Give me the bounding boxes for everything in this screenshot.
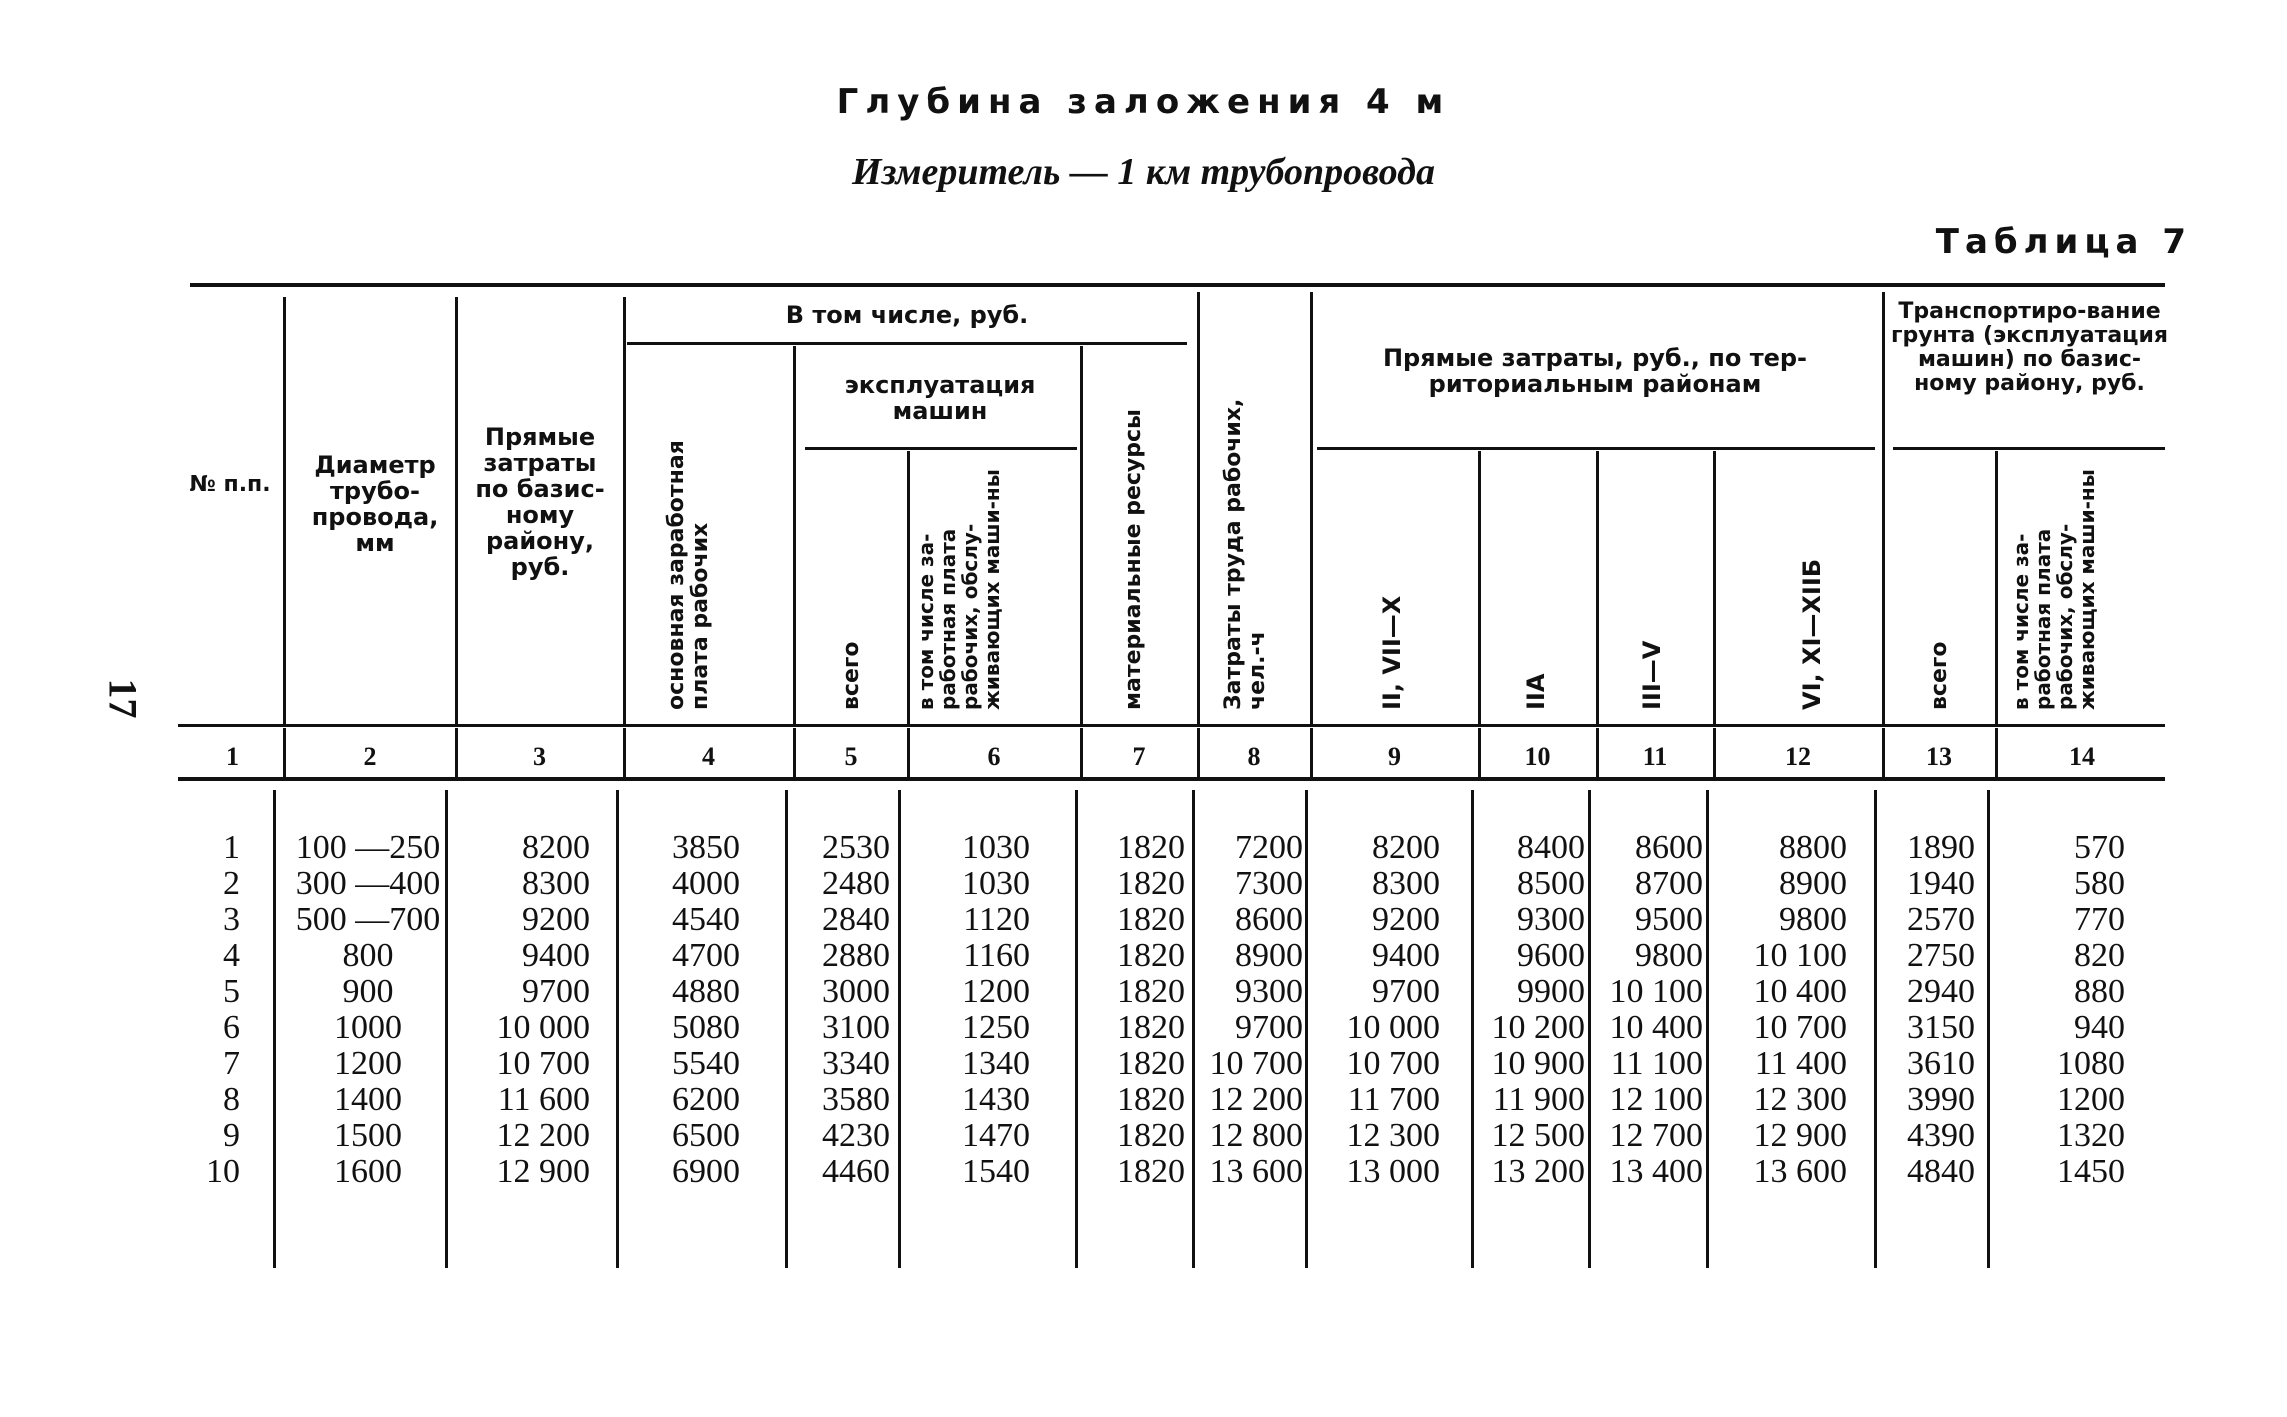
table-cell: 3610 [1907,1045,1975,1082]
body-div [1706,790,1709,1268]
data-column-base-cost [460,830,590,1190]
table-cell: 900 [342,973,394,1010]
table-cell: 2570 [1907,901,1975,938]
body-div [1471,790,1474,1268]
header-transport-wage: в том числе за-работная плата рабочих, обслу-живающих маши-ны [2009,469,2099,710]
hdr-div [1197,292,1200,727]
table-cell: 1820 [1117,1045,1185,1082]
table-cell: 3850 [672,829,740,866]
hdr-div [1995,451,1998,727]
table-cell: 11 900 [1492,1081,1585,1118]
column-number: 13 [1926,742,1952,771]
table-cell: 1820 [1117,901,1185,938]
table-cell: 5 [223,973,240,1010]
table-cell: 1820 [1117,865,1185,902]
table-cell: 4460 [822,1153,890,1190]
table-cell: 8600 [1635,829,1703,866]
table-cell: 1890 [1907,829,1975,866]
table-cell: 1540 [962,1153,1030,1190]
table-cell: 9900 [1517,973,1585,1010]
header-region-4: VI, XI—XIIБ [1798,558,1826,710]
table-cell: 6900 [672,1153,740,1190]
table-cell: 13 600 [1753,1153,1847,1190]
column-number: 7 [1132,742,1146,771]
data-column-region-3 [1593,830,1703,1190]
table-cell: 4 [223,937,240,974]
header-region-2: IIА [1522,673,1550,710]
table-cell: 1820 [1117,1153,1185,1190]
table-cell: 4540 [672,901,740,938]
column-number: 4 [702,742,715,771]
column-number: 6 [987,742,1001,771]
table-cell: 11 100 [1610,1045,1703,1082]
column-number: 12 [1785,742,1811,771]
header-base-cost: Прямые затраты по базис-ному району, руб. [475,423,605,581]
rule-under-incl [627,342,1187,345]
table-cell: 12 500 [1491,1117,1585,1154]
table-cell: 8200 [522,829,590,866]
table-cell: 4390 [1907,1117,1975,1154]
data-column-diameter [293,830,443,1190]
data-column-materials [1080,830,1185,1190]
column-number: 2 [363,742,377,771]
body-div [1874,790,1877,1268]
table-cell: 1820 [1117,1009,1185,1046]
table-cell: 1320 [2057,1117,2125,1154]
table-cell: 6 [223,1009,240,1046]
page-number: 17 [100,678,146,719]
table-cell: 7300 [1235,865,1303,902]
table-cell: 10 000 [496,1009,590,1046]
table-cell: 1820 [1117,937,1185,974]
table-cell: 3000 [822,973,890,1010]
table-cell: 12 900 [1753,1117,1847,1154]
hdr-div [283,297,286,727]
header-expl-wage: в том числе за-работная плата рабочих, обслу-живающих маши-ны [914,469,1004,710]
table-cell: 1340 [962,1045,1030,1082]
hdr-div [1080,346,1083,727]
table-cell: 9800 [1635,937,1703,974]
table-cell: 2940 [1907,973,1975,1010]
body-div [1075,790,1078,1268]
table-cell: 8900 [1779,865,1847,902]
table-cell: 10 100 [1753,937,1847,974]
table-cell: 8600 [1235,901,1303,938]
table-cell: 3100 [822,1009,890,1046]
header-group-transport: Транспортиро-вание грунта (эксплуатация машин) по базис-ному району, руб. [1890,299,2169,396]
table-cell: 12 200 [496,1117,590,1154]
table-cell: 10 400 [1753,973,1847,1010]
table-cell: 940 [2074,1009,2125,1046]
table-cell: 10 [206,1153,240,1190]
table-cell: 2840 [822,901,890,938]
table-cell: 4230 [822,1117,890,1154]
header-materials: материальные ресурсы [1121,409,1146,710]
table-cell: 580 [2074,865,2125,902]
table-cell: 1250 [962,1009,1030,1046]
table-cell: 5540 [672,1045,740,1082]
table-cell: 1200 [2057,1081,2125,1118]
body-div [1588,790,1591,1268]
header-group-expl: эксплуатация машин [844,371,1036,425]
hdr-div [1713,451,1716,727]
table-cell: 1 [223,829,240,866]
page-title: Глубина заложения 4 м [836,82,1451,122]
table-cell: 8700 [1635,865,1703,902]
table-cell: 1030 [962,829,1030,866]
table-cell: 8800 [1779,829,1847,866]
header-diameter: Диаметр трубо-провода, мм [311,451,439,557]
hdr-div [455,297,458,727]
table-cell: 11 700 [1347,1081,1440,1118]
table-cell: 10 900 [1491,1045,1585,1082]
table-cell: 100 —250 [295,829,441,866]
header-region-3: III—V [1638,640,1666,710]
table-cell: 9200 [522,901,590,938]
header-num: № п.п. [189,472,271,497]
rule-under-transport [1893,447,2165,450]
table-cell: 1000 [334,1009,402,1046]
body-div [1987,790,1990,1268]
table-cell: 1160 [963,937,1030,974]
table-cell: 570 [2074,829,2125,866]
table-top-rule [190,283,2165,287]
table-cell: 10 200 [1491,1009,1585,1046]
table-cell: 8900 [1235,937,1303,974]
table-cell: 4880 [672,973,740,1010]
table-cell: 10 700 [1753,1009,1847,1046]
data-column-labor [1195,830,1303,1190]
table-cell: 300 —400 [295,865,441,902]
column-number: 10 [1524,742,1551,771]
header-group-incl: В том числе, руб. [785,301,1029,329]
column-number: 1 [226,742,239,771]
data-column-transport-wage [2000,830,2125,1190]
table-cell: 1600 [334,1153,402,1190]
hdr-div [793,346,796,727]
table-cell: 1820 [1117,1117,1185,1154]
rule-under-regions [1317,447,1875,450]
body-div [1305,790,1308,1268]
table-cell: 1200 [962,973,1030,1010]
table-cell: 10 700 [1209,1045,1303,1082]
header-group-regions: Прямые затраты, руб., по тер-риториальным районам [1382,344,1808,398]
table-cell: 4000 [672,865,740,902]
data-column-num [195,830,240,1190]
table-cell: 9700 [1372,973,1440,1010]
data-column-region-2 [1475,830,1585,1190]
column-number: 14 [2069,742,2095,771]
table-cell: 9700 [1235,1009,1303,1046]
column-number: 11 [1642,742,1668,771]
table-cell: 11 400 [1754,1045,1847,1082]
table-cell: 10 700 [1346,1045,1440,1082]
table-cell: 9200 [1372,901,1440,938]
table-label: Таблица 7 [1935,222,2192,262]
table-cell: 1450 [2057,1153,2125,1190]
table-cell: 13 000 [1346,1153,1440,1190]
table-cell: 9600 [1517,937,1585,974]
table-cell: 12 200 [1209,1081,1303,1118]
table-cell: 10 700 [496,1045,590,1082]
hdr-div [1478,451,1481,727]
hdr-div [623,297,626,727]
column-number: 8 [1247,742,1261,771]
hdr-div [1596,451,1599,727]
table-cell: 1470 [962,1117,1030,1154]
rule-under-expl [805,447,1077,450]
table-cell: 2750 [1907,937,1975,974]
table-cell: 8500 [1517,865,1585,902]
table-cell: 12 300 [1753,1081,1847,1118]
table-cell: 8200 [1372,829,1440,866]
column-number: 3 [533,742,546,771]
table-cell: 3580 [822,1081,890,1118]
table-cell: 1940 [1907,865,1975,902]
table-cell: 1820 [1117,973,1185,1010]
table-cell: 10 400 [1609,1009,1703,1046]
table-cell: 2 [223,865,240,902]
table-cell: 8 [223,1081,240,1118]
column-number: 5 [844,742,858,771]
header-base-wage: основная заработная плата рабочих [664,440,713,710]
body-div [445,790,448,1268]
table-cell: 13 200 [1491,1153,1585,1190]
table-cell: 2480 [822,865,890,902]
page-subtitle: Измеритель — 1 км трубопровода [852,151,1435,193]
header-bottom-rule [178,724,2165,727]
table-cell: 1120 [963,901,1030,938]
table-cell: 12 700 [1609,1117,1703,1154]
body-div [898,790,901,1268]
table-cell: 3 [223,901,240,938]
header-region-1: II, VII—X [1378,595,1406,710]
table-cell: 3990 [1907,1081,1975,1118]
table-cell: 800 [342,937,394,974]
table-cell: 6200 [672,1081,740,1118]
table-cell: 820 [2074,937,2125,974]
table-cell: 9300 [1235,973,1303,1010]
table-cell: 3150 [1907,1009,1975,1046]
table-cell: 6500 [672,1117,740,1154]
colnum-bottom-rule [178,777,2165,781]
table-cell: 12 800 [1209,1117,1303,1154]
data-column-expl-total [790,830,890,1190]
table-cell: 7200 [1235,829,1303,866]
body-div [785,790,788,1268]
table-cell: 1030 [962,865,1030,902]
table-cell: 9800 [1779,901,1847,938]
table-cell: 10 000 [1346,1009,1440,1046]
header-expl-total: всего [839,641,864,710]
table-cell: 2880 [822,937,890,974]
table-cell: 1400 [334,1081,402,1118]
column-number: 9 [1388,742,1401,771]
table-cell: 4700 [672,937,740,974]
table-cell: 500 —700 [295,901,441,938]
table-cell: 12 300 [1346,1117,1440,1154]
hdr-div [1310,292,1313,727]
table-cell: 9400 [522,937,590,974]
table-cell: 9300 [1517,901,1585,938]
table-cell: 9 [223,1117,240,1154]
table-cell: 8300 [1372,865,1440,902]
table-cell: 12 900 [496,1153,590,1190]
table-cell: 1820 [1117,829,1185,866]
table-cell: 12 100 [1609,1081,1703,1118]
table-cell: 8400 [1517,829,1585,866]
table-cell: 11 600 [497,1081,590,1118]
table-cell: 1500 [334,1117,402,1154]
table-cell: 3340 [822,1045,890,1082]
data-column-region-4 [1712,830,1847,1190]
table-cell: 5080 [672,1009,740,1046]
table-cell: 770 [2074,901,2125,938]
table-cell: 1430 [962,1081,1030,1118]
table-cell: 13 600 [1209,1153,1303,1190]
table-cell: 1820 [1117,1081,1185,1118]
table-cell: 1200 [334,1045,402,1082]
data-column-base-wage [630,830,740,1190]
header-labor: Затраты труда рабочих, чел.-ч [1221,398,1270,710]
body-div [273,790,276,1268]
table-cell: 8300 [522,865,590,902]
table-cell: 13 400 [1609,1153,1703,1190]
table-cell: 10 100 [1609,973,1703,1010]
data-column-transport-total [1880,830,1975,1190]
table-cell: 9400 [1372,937,1440,974]
table-cell: 4840 [1907,1153,1975,1190]
data-column-expl-wage [905,830,1030,1190]
body-div [616,790,619,1268]
table-cell: 9500 [1635,901,1703,938]
table-cell: 880 [2074,973,2125,1010]
table-cell: 1080 [2057,1045,2125,1082]
hdr-div [907,451,910,727]
data-column-region-1 [1315,830,1440,1190]
hdr-div [1882,292,1885,727]
header-transport-total: всего [1927,641,1952,710]
table-cell: 9700 [522,973,590,1010]
table-cell: 2530 [822,829,890,866]
table-cell: 7 [223,1045,240,1082]
